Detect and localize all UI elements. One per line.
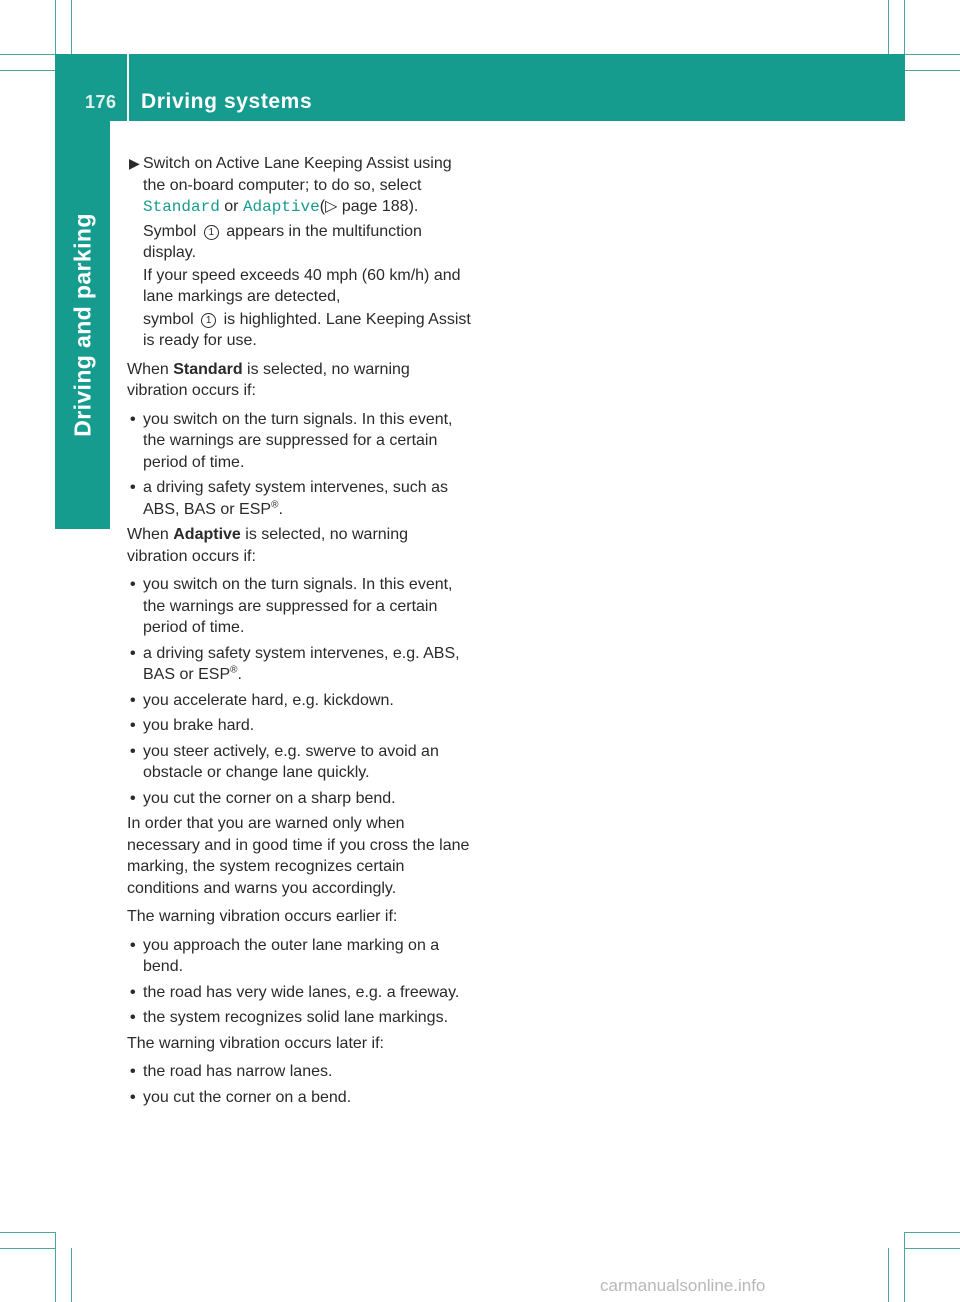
crop-mark [71, 1248, 72, 1302]
bullet-icon: • [130, 410, 136, 428]
option-adaptive: Adaptive [242, 198, 320, 216]
paragraph: The warning vibration occurs earlier if: [127, 908, 398, 925]
bullet-icon: • [130, 479, 136, 496]
page-header [55, 54, 905, 121]
list-item: • a driving safety system intervenes, e.g. ABS, BAS or ESP®. [130, 644, 460, 683]
list-item: • a driving safety system intervenes, such as ABS, BAS or ESP®. [130, 479, 449, 518]
paragraph: When Adaptive is selected, no warning vibration occurs if: [127, 526, 409, 565]
bullet-icon: • [130, 1009, 136, 1026]
step-note: Symbol 1 appears in the multifunction display. [143, 222, 422, 261]
paragraph: The warning vibration occurs later if: [127, 1034, 384, 1052]
bullet-icon: • [130, 1063, 136, 1080]
bullet-icon: • [130, 691, 136, 709]
step-arrow-icon: ▶ [129, 155, 140, 171]
page-ref-link[interactable]: page 188). [337, 198, 419, 215]
bullet-icon: • [130, 742, 136, 760]
section-title: Driving systems [141, 90, 313, 113]
bullet-icon: • [130, 1088, 136, 1106]
paragraph: When Standard is selected, no warning vibration occurs if: [127, 360, 410, 399]
bullet-icon: • [130, 576, 136, 593]
list-item: • you cut the corner on a bend. [127, 1087, 472, 1109]
main-content [127, 153, 472, 1112]
list-item: • the road has narrow lanes. [127, 1061, 472, 1083]
crop-mark [55, 0, 56, 60]
page-ref-arrow-icon: ▷ [325, 198, 338, 215]
bullet-icon: • [130, 983, 136, 1001]
crop-mark [905, 70, 960, 71]
crop-mark [905, 54, 960, 55]
list-item: • you switch on the turn signals. In this event, the warnings are suppressed for a certain period of time. [130, 576, 453, 636]
crop-mark [888, 1248, 889, 1302]
side-tab [55, 121, 110, 529]
step-note: symbol 1 is highlighted. Lane Keeping Assist is ready for use. [143, 310, 471, 349]
crop-mark [905, 1248, 960, 1249]
page-number: 176 [85, 92, 117, 112]
step-note: If your speed exceeds 40 mph (60 km/h) and lane markings are detected, [143, 266, 461, 305]
list-item: • you cut the corner on a sharp bend. [127, 788, 472, 810]
crop-mark [905, 1232, 960, 1233]
crop-mark [55, 1232, 56, 1302]
list-item: • you accelerate hard, e.g. kickdown. [127, 690, 472, 712]
paragraph: In order that you are warned only when necessary and in good time if you cross the lane marking, the system recognizes certain conditions and warns you accordingly. [127, 815, 470, 897]
crop-mark [71, 0, 72, 54]
bullet-icon: • [130, 936, 136, 954]
crop-mark [904, 1232, 905, 1302]
crop-mark [888, 0, 889, 54]
instruction-step: ▶ Switch on Active Lane Keeping Assist using the on-board computer; to do so, select Standard or Adaptive(▷ page 188). [129, 155, 452, 216]
crop-mark [0, 1232, 55, 1233]
list-item: • you steer actively, e.g. swerve to avoid an obstacle or change lane quickly. [130, 742, 439, 781]
circled-one-icon: 1 [201, 313, 216, 328]
bullet-icon: • [130, 717, 136, 734]
crop-mark [0, 54, 55, 55]
bullet-icon: • [130, 789, 136, 807]
watermark: carmanualsonline.info [600, 1276, 766, 1295]
crop-mark [0, 1248, 55, 1249]
list-item: • the road has very wide lanes, e.g. a freeway. [127, 982, 472, 1004]
list-item: • you brake hard. [127, 715, 472, 737]
crop-mark [904, 0, 905, 60]
crop-mark [0, 70, 55, 71]
list-item: • the system recognizes solid lane markings. [127, 1007, 472, 1029]
header-divider [127, 54, 129, 121]
circled-one-icon: 1 [204, 225, 219, 240]
option-standard: Standard [143, 198, 220, 216]
list-item: • you switch on the turn signals. In this event, the warnings are suppressed for a certain period of time. [130, 410, 453, 471]
side-tab-label: Driving and parking [69, 213, 95, 437]
bullet-icon: • [130, 644, 136, 662]
list-item: • you approach the outer lane marking on a bend. [130, 936, 440, 975]
